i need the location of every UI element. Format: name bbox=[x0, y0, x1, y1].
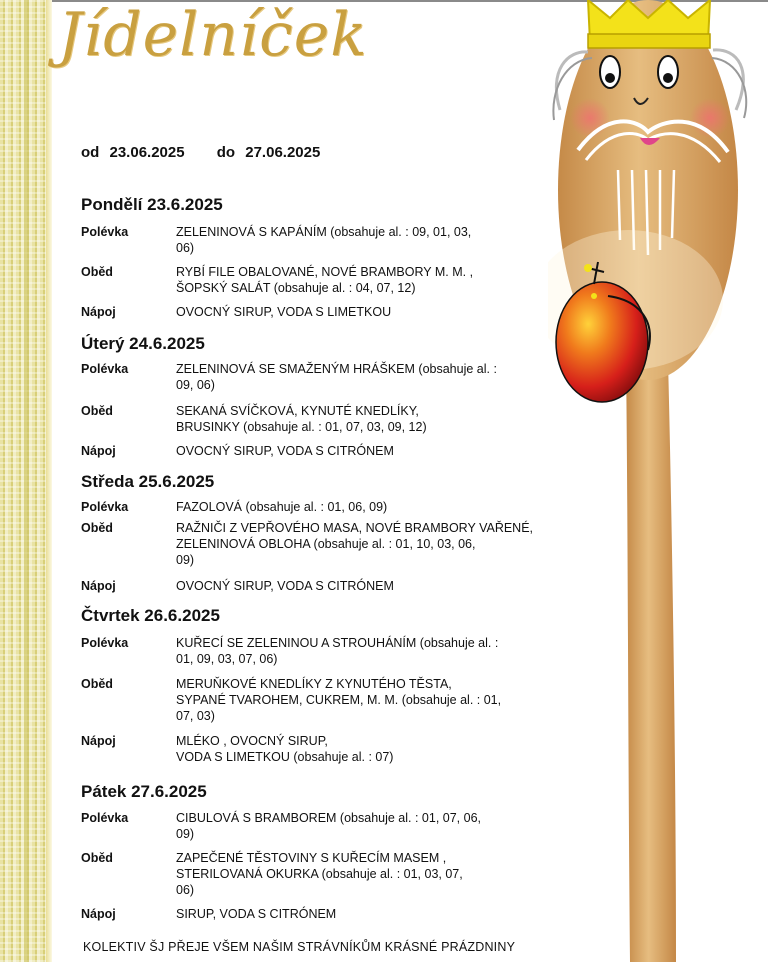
row-text: KUŘECÍ SE ZELENINOU A STROUHÁNÍM (obsahuje al. : 01, 09, 03, 07, 06) bbox=[176, 636, 499, 666]
row-text: RYBÍ FILE OBALOVANÉ, NOVÉ BRAMBORY M. M. , ŠOPSKÝ SALÁT (obsahuje al. : 04, 07, 12) bbox=[176, 265, 474, 295]
day-title-friday: Pátek 27.6.2025 bbox=[81, 782, 207, 801]
row-text: ZELENINOVÁ SE SMAŽENÝM HRÁŠKEM (obsahuje al. : 09, 06) bbox=[176, 362, 497, 392]
footer-message: KOLEKTIV ŠJ PŘEJE VŠEM NAŠIM STRÁVNÍKŮM KRÁSNÉ PRÁZDNINY bbox=[83, 940, 516, 954]
row-label: Oběd bbox=[81, 851, 113, 865]
page-title: Jídelníček bbox=[58, 0, 368, 70]
row-text: FAZOLOVÁ (obsahuje al. : 01, 06, 09) bbox=[176, 500, 388, 514]
row-label: Nápoj bbox=[81, 579, 116, 593]
row-label: Nápoj bbox=[81, 907, 116, 921]
row-text: MERUŇKOVÉ KNEDLÍKY Z KYNUTÉHO TĚSTA, SYPANÉ TVAROHEM, CUKREM, M. M. (obsahuje al. : 01, 07, 03) bbox=[176, 677, 502, 723]
row-label: Nápoj bbox=[81, 444, 116, 458]
row-label: Polévka bbox=[81, 362, 129, 376]
row-label: Polévka bbox=[81, 811, 129, 825]
row-label: Oběd bbox=[81, 521, 113, 535]
row-label: Nápoj bbox=[81, 305, 116, 319]
row-label: Nápoj bbox=[81, 734, 116, 748]
row-text: OVOCNÝ SIRUP, VODA S LIMETKOU bbox=[176, 305, 392, 319]
to-label: do bbox=[216, 144, 236, 161]
row-text: OVOCNÝ SIRUP, VODA S CITRÓNEM bbox=[176, 579, 394, 593]
row-label: Polévka bbox=[81, 636, 129, 650]
row-text: ZELENINOVÁ S KAPÁNÍM (obsahuje al. : 09, 01, 03, 06) bbox=[176, 225, 472, 255]
day-title-monday: Pondělí 23.6.2025 bbox=[81, 195, 223, 214]
row-label: Oběd bbox=[81, 265, 113, 279]
row-text: OVOCNÝ SIRUP, VODA S CITRÓNEM bbox=[176, 444, 394, 458]
from-label: od bbox=[81, 144, 100, 161]
row-label: Oběd bbox=[81, 677, 113, 691]
row-text: MLÉKO , OVOCNÝ SIRUP, VODA S LIMETKOU (obsahuje al. : 07) bbox=[176, 734, 394, 764]
row-label: Oběd bbox=[81, 404, 113, 418]
day-title-thursday: Čtvrtek 26.6.2025 bbox=[81, 606, 220, 625]
day-title-tuesday: Úterý 24.6.2025 bbox=[81, 334, 205, 353]
row-text: SIRUP, VODA S CITRÓNEM bbox=[176, 907, 337, 921]
to-date: 27.06.2025 bbox=[245, 144, 321, 161]
from-date: 23.06.2025 bbox=[109, 144, 185, 161]
row-text: ZAPEČENÉ TĚSTOVINY S KUŘECÍM MASEM , STERILOVANÁ OKURKA (obsahuje al. : 01, 03, 07, 06) bbox=[176, 851, 463, 897]
row-text: RAŽNIČI Z VEPŘOVÉHO MASA, NOVÉ BRAMBORY VAŘENÉ, ZELENINOVÁ OBLOHA (obsahuje al. : 01, 10, 03, 06, 09) bbox=[176, 521, 534, 567]
row-text: SEKANÁ SVÍČKOVÁ, KYNUTÉ KNEDLÍKY, BRUSINKY (obsahuje al. : 01, 07, 03, 09, 12) bbox=[176, 404, 427, 434]
row-label: Polévka bbox=[81, 500, 129, 514]
day-title-wednesday: Středa 25.6.2025 bbox=[81, 472, 215, 491]
row-label: Polévka bbox=[81, 225, 129, 239]
row-text: CIBULOVÁ S BRAMBOREM (obsahuje al. : 01, 07, 06, 09) bbox=[176, 811, 481, 841]
date-range bbox=[81, 144, 348, 161]
decorative-left-border bbox=[0, 0, 52, 962]
